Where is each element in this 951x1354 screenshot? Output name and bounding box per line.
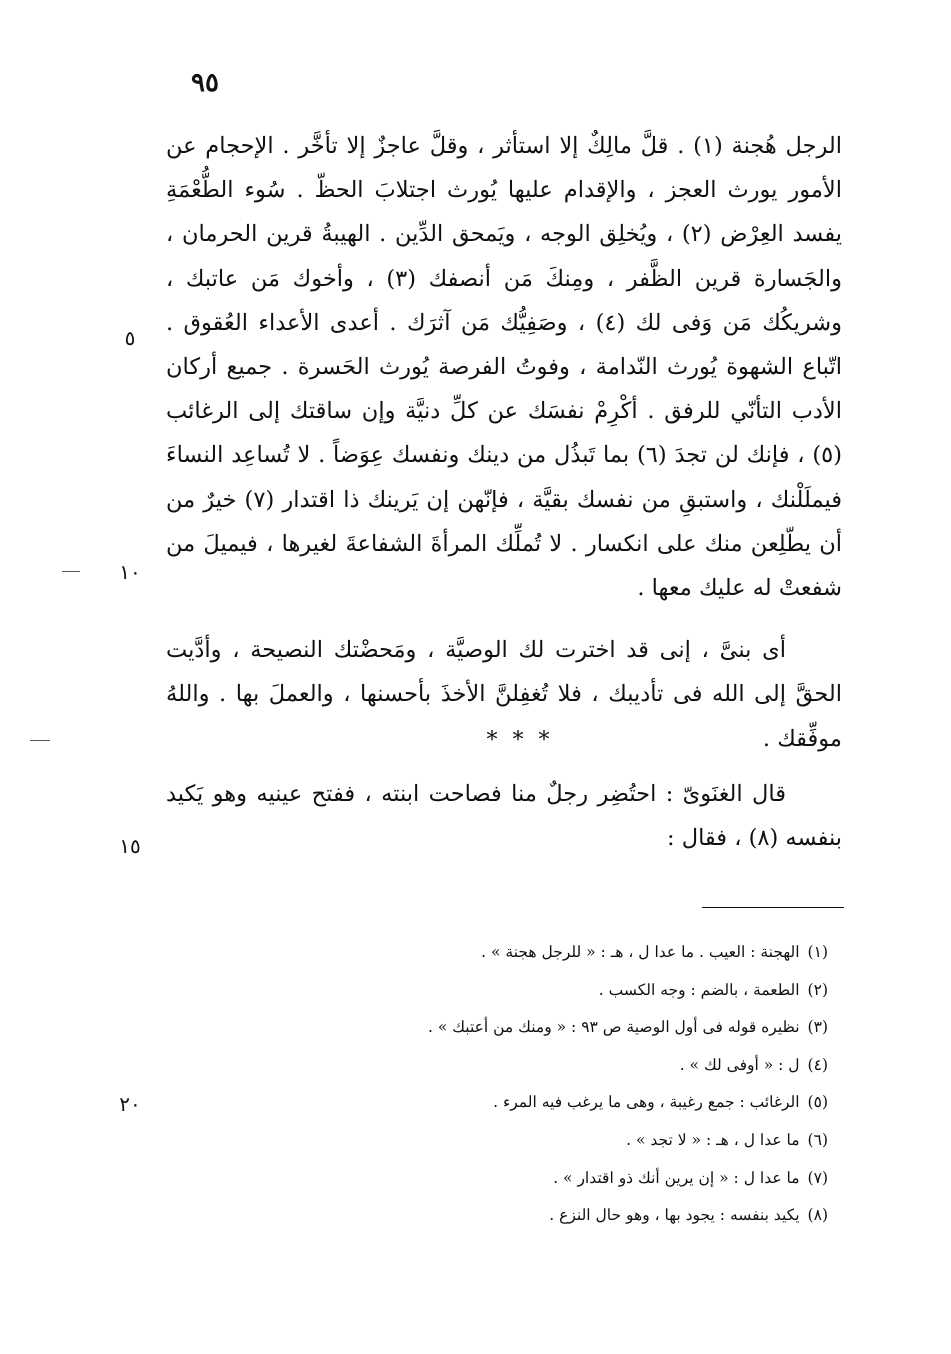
footnote-text: الطعمة ، بالضم : وجه الكسب .: [598, 980, 800, 999]
line-marker-20: ٢٠: [119, 1092, 141, 1116]
footnote-number: (٢): [807, 980, 828, 999]
footnote-1: [360, 934, 828, 972]
footnote-text: ما عدا ل : « إن يرين أنك ذو اقتدار » .: [553, 1168, 800, 1187]
scan-mark: [62, 571, 80, 572]
footnote-rule: [702, 907, 844, 908]
footnote-8: [360, 1197, 828, 1235]
footnote-text: الرغائب : جمع رغيبة ، وهى ما يرغب فيه المرء .: [493, 1093, 800, 1112]
footnote-4: [360, 1047, 828, 1085]
scan-mark: [30, 740, 50, 741]
footnote-6: [360, 1122, 828, 1160]
footnote-number: (٣): [807, 1018, 828, 1037]
footnote-text: نظيره قوله فى أول الوصية ص ٩٣ : « ومنك من أعتبك » .: [427, 1018, 800, 1037]
footnote-text: الهجنة : العيب . ما عدا ل ، هـ : « للرجل هجنة » .: [481, 943, 800, 961]
footnote-3: [360, 1009, 828, 1047]
footnote-number: (٥): [807, 1093, 828, 1112]
footnote-7: [360, 1160, 828, 1198]
section-separator: * * *: [486, 728, 554, 753]
footnote-2: [360, 972, 828, 1010]
footnote-number: (٦): [807, 1130, 828, 1149]
page-number: ٩٥: [191, 68, 219, 98]
footnotes: [360, 934, 828, 1235]
paragraph-advice-closing: أى بنىَّ ، إنى قد اخترت لك الوصيَّة ، ومَحضْتك النصيحة ، وأدَّيت الحقَّ إلى الله فى تأديبك ، فلا تُغفِلنَّ الأخذَ بأحسنها ، والعملَ بها . واللهُ موفِّقك .: [166, 637, 842, 752]
line-marker-10: ١٠: [119, 560, 141, 584]
footnote-text: ما عدا ل ، هـ : « لا تجد » .: [626, 1130, 800, 1149]
line-marker-5: ٥: [124, 326, 136, 350]
footnote-text: يكيد بنفسه : يجود بها ، وهو حال النزع .: [549, 1206, 800, 1225]
footnote-text: ل : « أوفى لك » .: [679, 1055, 800, 1074]
paragraph-continued: الرجل هُجنة (١) . قلَّ مالِكٌ إلا استأثر ، وقلَّ عاجزٌ إلا تأخَّر . الإحجام عن الأمور يورث العجز ، والإقدام عليها يُورث اجتلابَ الحظّ . سُوء الطُّعْمَةِ يفسد العِرْض (٢) ، ويُخلِق الوجه ، ويَمحق الدِّين . الهيبةُ قرين الحرمان ، والجَسارة قرين الظَّفر ، ومِنكَ مَن أنصفك (٣) ، وأخوك مَن عاتبك ، وشريكُك مَن وَفى لك (٤) ، وصَفِيُّك مَن آثرَك . أعدى الأعداء العُقوق . اتّباع الشهوة يُورث النّدامة ، وفوتُ الفرصة يُورث الحَسرة . جميع أركان الأدب التأنّي للرفق . أكْرِمْ نفسَك عن كلِّ دنيَّة وإن ساقتك إلى الرغائب (٥) ، فإنك لن تجدَ (٦) بما تَبذُل من دينك ونفسك عِوَضاً . لا تُساعِد النساءَ فيملَلْنك ، واستبقِ من نفسك بقيَّة ، فإنّهن إن يَرينك ذا اقتدار (٧) خيرٌ من أن يطّلِعن منك على انكسار . لا تُملِّك المرأةَ الشفاعةَ لغيرها ، فيميلَ من شفعتْ له عليك معها .: [166, 133, 843, 602]
footnote-number: (١): [807, 943, 828, 961]
footnote-number: (٨): [807, 1206, 828, 1225]
main-text: [166, 124, 842, 761]
footnote-number: (٧): [807, 1168, 828, 1187]
paragraph-ghanawi: قال الغنَوىّ : احتُضِر رجلٌ منا فصاحت ابنته ، ففتح عينيه وهو يَكيد بنفسه (٨) ، فقال :: [166, 781, 842, 852]
footnote-number: (٤): [807, 1055, 828, 1074]
line-marker-15: ١٥: [119, 834, 141, 858]
footnote-5: [360, 1084, 828, 1122]
main-text-after-separator: [166, 772, 842, 860]
